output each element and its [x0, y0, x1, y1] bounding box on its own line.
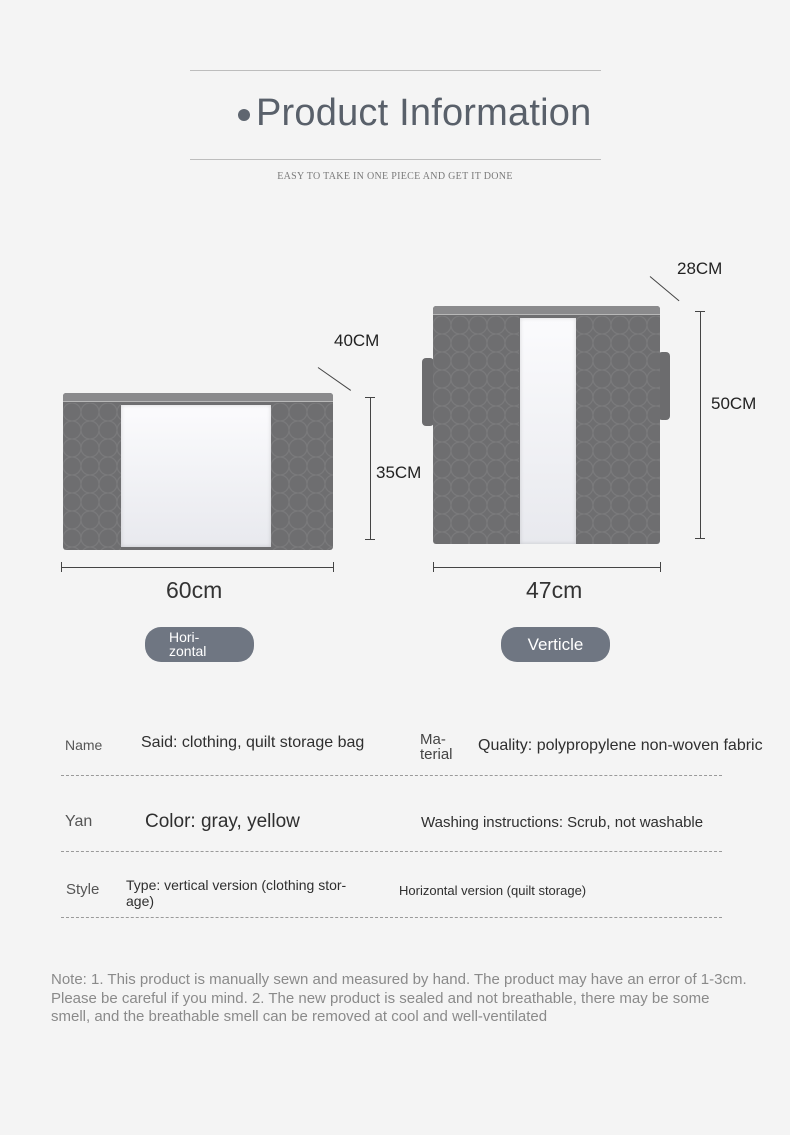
vertical-depth-label: 28CM [677, 259, 723, 278]
spec-key: Ma- terial [420, 731, 453, 763]
width-dimension-cap [433, 562, 434, 572]
vertical-version-label: Verticle [527, 635, 584, 654]
bag-quilt-pattern [271, 403, 333, 550]
width-dimension-line [61, 567, 334, 568]
vertical-version-badge [501, 627, 610, 662]
horizontal-width-label: 60cm [166, 577, 223, 603]
spec-value: Quality: polypropylene non-woven fabric [478, 737, 763, 754]
table-divider [61, 917, 722, 918]
horizontal-depth-label: 40CM [334, 331, 380, 350]
header-bottom-rule [190, 159, 601, 160]
bag-clear-window [520, 318, 576, 544]
horizontal-version-badge [145, 627, 254, 662]
page-title: Product Information [256, 92, 592, 134]
width-dimension-line [433, 567, 661, 568]
product-note: Note: 1. This product is manually sewn and measured by hand. The product may have an error of 1-3cm. Please be careful if you mind. 2. The new product is sealed and not breathable, there may be some smell, and the breathable smell can be removed at cool and well-ventilated [51, 971, 747, 1025]
height-dimension-cap [695, 311, 705, 312]
spec-value: Horizontal version (quilt storage) [399, 883, 587, 898]
bag-quilt-pattern [433, 316, 519, 544]
depth-dimension-line [650, 276, 680, 301]
height-dimension-cap [365, 397, 375, 398]
spec-value: Said: clothing, quilt storage bag [141, 734, 365, 751]
spec-key: Yan [65, 813, 93, 830]
height-dimension-cap [365, 539, 375, 540]
depth-dimension-line [318, 367, 351, 391]
vertical-width-label: 47cm [526, 577, 583, 603]
horizontal-bag-image [63, 393, 333, 550]
spec-key: Style [66, 881, 100, 898]
width-dimension-cap [61, 562, 62, 572]
vertical-height-label: 50CM [711, 394, 757, 413]
bag-quilt-pattern [575, 316, 660, 544]
spec-value: Washing instructions: Scrub, not washable [421, 814, 704, 831]
bag-zipper-rim [433, 306, 660, 315]
horizontal-version-label: Hori- zontal [169, 629, 207, 659]
height-dimension-line [370, 397, 371, 540]
height-dimension-line [700, 311, 701, 539]
spec-value: Type: vertical version (clothing stor- age) [126, 877, 347, 909]
bullet-dot-icon [238, 109, 250, 121]
bag-quilt-pattern [63, 403, 121, 550]
table-divider [61, 775, 722, 776]
width-dimension-cap [333, 562, 334, 572]
page-subtitle: EASY TO TAKE IN ONE PIECE AND GET IT DONE [277, 171, 513, 182]
table-divider [61, 851, 722, 852]
header-top-rule [190, 70, 601, 71]
bag-clear-window [121, 405, 271, 547]
bag-zipper-rim [63, 393, 333, 402]
height-dimension-cap [695, 538, 705, 539]
width-dimension-cap [660, 562, 661, 572]
spec-key: Name [65, 737, 103, 753]
spec-value: Color: gray, yellow [145, 811, 300, 832]
horizontal-height-label: 35CM [376, 463, 422, 482]
vertical-bag-image [433, 306, 660, 544]
